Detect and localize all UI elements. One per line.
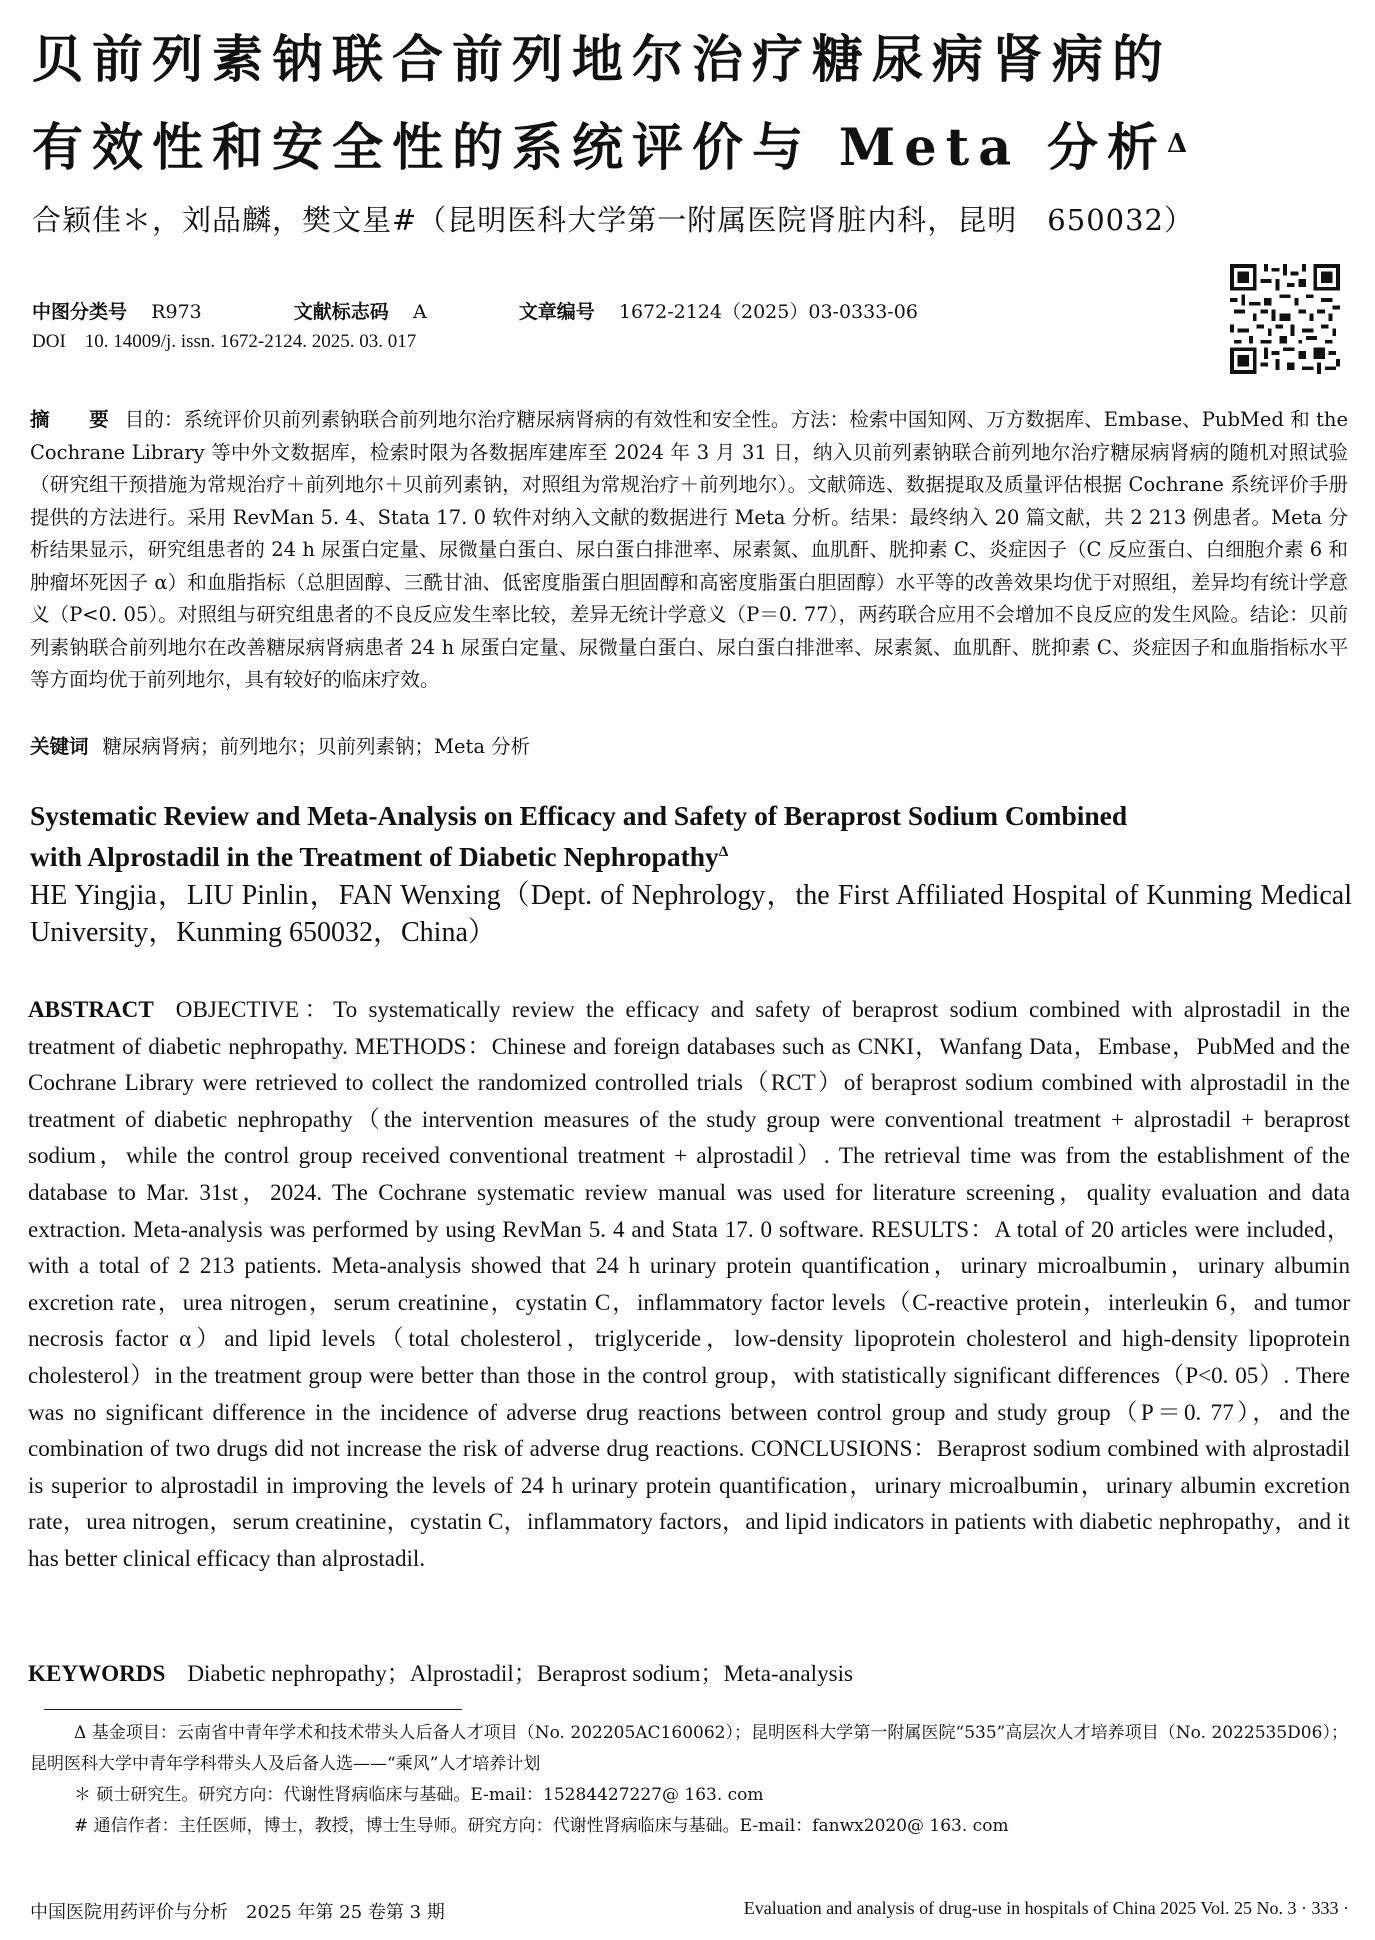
title-cn-fund-mark: Δ bbox=[1167, 129, 1188, 159]
footnote-divider bbox=[44, 1709, 462, 1710]
doi-label: DOI bbox=[32, 331, 66, 352]
abstract-cn bbox=[30, 404, 1348, 697]
running-footer-cn: 中国医院用药评价与分析 2025 年第 25 卷第 3 期 bbox=[30, 1902, 445, 1923]
abstract-en bbox=[28, 991, 1350, 1577]
doi-value: 10. 14009/j. issn. 1672-2124. 2025. 03. 017 bbox=[84, 331, 417, 352]
abstract-cn-text: 目的：系统评价贝前列素钠联合前列地尔治疗糖尿病肾病的有效性和安全性。方法：检索中国知网、万方数据库、Embase、PubMed 和 the Cochrane Library 等中外文数据库，检索时限为各数据库建库至 2024 年 3 月 31 日，纳入贝前列素钠联合前列地尔治疗糖尿病肾病的随机对照试验（研究组干预措施为常规治疗＋前列地尔＋贝前列素钠，对照组为常规治疗＋前列地尔）。文献筛选、数据提取及质量评估根据 Cochrane 系统评价手册提供的方法进行。采用 RevMan 5. 4、Stata 17. 0 软件对纳入文献的数据进行 Meta 分析。结果：最终纳入 20 篇文献，共 2 213 例患者。Meta 分析结果显示，研究组患者的 24 h 尿蛋白定量、尿微量白蛋白、尿白蛋白排泄率、尿素氮、血肌酐、胱抑素 C、炎症因子（C 反应蛋白、白细胞介素 6 和肿瘤坏死因子 α）和血脂指标（总胆固醇、三酰甘油、低密度脂蛋白胆固醇和高密度脂蛋白胆固醇）水平等的改善效果均优于对照组，差异均有统计学意义（P<0. 05）。对照组与研究组患者的不良反应发生率比较，差异无统计学意义（P＝0. 77），两药联合应用不会增加不良反应的发生风险。结论：贝前列素钠联合前列地尔在改善糖尿病肾病患者 24 h 尿蛋白定量、尿微量白蛋白、尿白蛋白排泄率、尿素氮、血肌酐、胱抑素 C、炎症因子和血脂指标水平等方面均优于前列地尔，具有较好的临床疗效。 bbox=[30, 408, 1348, 691]
title-en bbox=[30, 797, 1350, 875]
doc-label: 文献标志码 bbox=[293, 301, 389, 323]
footnote-first-author: ＊ 硕士研究生。研究方向：代谢性肾病临床与基础。E-mail：15284427227@ 163. com bbox=[74, 1785, 764, 1805]
footnotes bbox=[30, 1718, 1348, 1842]
title-en-line1: Systematic Review and Meta-Analysis on Efficacy and Safety of Beraprost Sodium Combined bbox=[30, 800, 1128, 831]
title-cn-line1 bbox=[32, 30, 1352, 90]
article-label: 文章编号 bbox=[518, 301, 595, 323]
class-value: R973 bbox=[151, 301, 202, 323]
classification-row bbox=[32, 297, 918, 324]
abstract-en-text: OBJECTIVE：To systematically review the efficacy and safety of beraprost sodium combined with alprostadil in the treatment of diabetic nephropathy. METHODS：Chinese and foreign databases such as CNKI，Wanfang Data，Embase，PubMed and the Cochrane Library were retrieved to collect the randomized controlled trials（RCT）of beraprost sodium combined with alprostadil in the treatment of diabetic nephropathy（the intervention measures of the study group were conventional treatment + alprostadil + beraprost sodium，while the control group received conventional treatment + alprostadil）. The retrieval time was from the establishment of the database to Mar. 31st，2024. The Cochrane systematic review manual was used for literature screening，quality evaluation and data extraction. Meta-analysis was performed by using RevMan 5. 4 and Stata 17. 0 software. RESULTS：A total of 20 articles were included，with a total of 2 213 patients. Meta-analysis showed that 24 h urinary protein quantification，urinary microalbumin，urinary albumin excretion rate，urea nitrogen，serum creatinine，cystatin C，inflammatory factor levels（C-reactive protein，interleukin 6，and tumor necrosis factor α）and lipid levels（total cholesterol，triglyceride，low-density lipoprotein cholesterol and high-density lipoprotein cholesterol）in the treatment group were better than those in the control group，with statistically significant differences（P<0. 05）. There was no significant difference in the incidence of adverse drug reactions between control group and study group（P＝0. 77），and the combination of two drugs did not increase the risk of adverse drug reactions. CONCLUSIONS：Beraprost sodium combined with alprostadil is superior to alprostadil in improving the levels of 24 h urinary protein quantification，urinary microalbumin，urinary albumin excretion rate，urea nitrogen，serum creatinine，cystatin C，inflammatory factors，and lipid indicators in patients with diabetic nephropathy，and it has better clinical efficacy than alprostadil. bbox=[28, 996, 1350, 1571]
abstract-cn-label: 摘 要 bbox=[30, 408, 119, 431]
authors-en: HE Yingjia，LIU Pinlin，FAN Wenxing（Dept. of Nephrology，the First Affiliated Hospital of Kunming Medical University，Kunming 650032，China） bbox=[30, 880, 1352, 948]
doi-row bbox=[32, 331, 416, 353]
keywords-cn-text: 糖尿病肾病；前列地尔；贝前列素钠；Meta 分析 bbox=[102, 735, 531, 758]
keywords-en-text: Diabetic nephropathy；Alprostadil；Beraprost sodium；Meta-analysis bbox=[187, 1660, 854, 1686]
running-footer-en: Evaluation and analysis of drug-use in hospitals of China 2025 Vol. 25 No. 3 · 333 · bbox=[743, 1898, 1349, 1918]
footnote-corresponding: # 通信作者：主任医师，博士，教授，博士生导师。研究方向：代谢性肾病临床与基础。E-mail：fanwx2020@ 163. com bbox=[74, 1816, 1009, 1836]
class-label: 中图分类号 bbox=[32, 301, 128, 323]
title-cn-line2-text: 有效性和安全性的系统评价与 Meta 分析 bbox=[32, 118, 1168, 178]
title-en-line2: with Alprostadil in the Treatment of Diabetic Nephropathy bbox=[30, 841, 719, 873]
article-value: 1672-2124（2025）03-0333-06 bbox=[618, 301, 918, 323]
title-cn-line2 bbox=[32, 118, 1352, 178]
title-en-fund-mark: Δ bbox=[718, 844, 729, 860]
keywords-en-label: KEYWORDS bbox=[28, 1660, 166, 1686]
qr-code-icon[interactable] bbox=[1230, 264, 1340, 374]
abstract-en-label: ABSTRACT bbox=[28, 996, 154, 1022]
footnote-funding: Δ 基金项目：云南省中青年学术和技术带头人后备人才项目（No. 202205AC160062）；昆明医科大学第一附属医院“535”高层次人才培养项目（No. 2022535D06）；昆明医科大学中青年学科带头人及后备人选——“乘风”人才培养计划 bbox=[30, 1723, 1348, 1774]
keywords-cn bbox=[30, 731, 530, 759]
authors-cn: 合颖佳＊，刘品麟，樊文星#（昆明医科大学第一附属医院肾脏内科，昆明 650032） bbox=[32, 203, 1195, 237]
keywords-cn-label: 关键词 bbox=[30, 735, 89, 758]
doc-value: A bbox=[412, 301, 427, 323]
keywords-en bbox=[28, 1654, 853, 1688]
title-cn-line1-text: 贝前列素钠联合前列地尔治疗糖尿病肾病的 bbox=[32, 30, 1173, 90]
